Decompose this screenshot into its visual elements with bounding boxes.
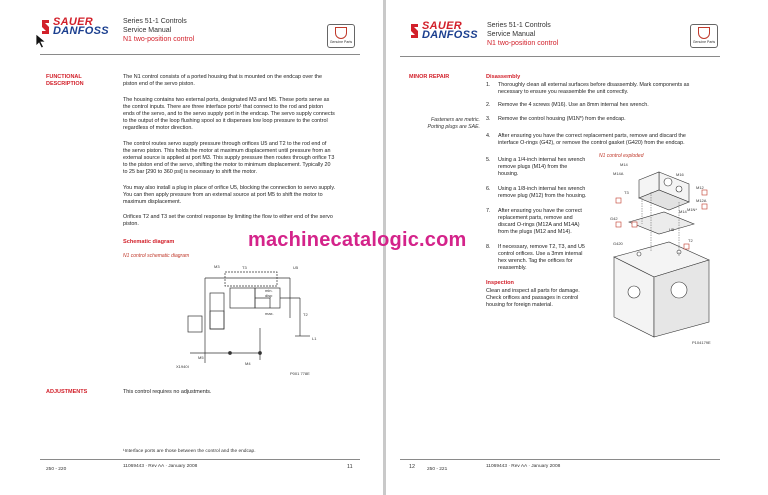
label-m3: M3 bbox=[214, 264, 220, 269]
disassembly-heading: Disassembly bbox=[486, 74, 521, 80]
adjustments-text: This control requires no adjustments. bbox=[123, 389, 212, 395]
label-u5: U5 bbox=[293, 265, 299, 270]
label-g42: G42 bbox=[610, 216, 618, 221]
label-t3: T3 bbox=[624, 190, 629, 195]
page-number: 12 bbox=[409, 464, 415, 470]
genuine-parts-badge: Genuine Parts bbox=[690, 24, 718, 48]
label-t2: T2 bbox=[688, 238, 693, 243]
label-m16: M16 bbox=[676, 172, 684, 177]
label-min: min. bbox=[265, 288, 273, 293]
label-g420: G420 bbox=[613, 241, 623, 246]
schematic-heading: Schematic diagram bbox=[123, 239, 175, 245]
para-plug: You may also install a plug in place of orifice U5, blocking the connection to servo supply. You can then apply pressure from an external source at port M5 to shift the motor to maximum displacement. bbox=[123, 185, 336, 206]
sauer-danfoss-logo: SAUER DANFOSS bbox=[53, 18, 109, 36]
label-u5: U5 bbox=[669, 227, 675, 232]
footer-left: 250 - 221 bbox=[427, 467, 448, 472]
schematic-caption: N1 control schematic diagram bbox=[123, 253, 190, 259]
shield-icon bbox=[335, 27, 347, 39]
para-routing: The control routes servo supply pressure through orifices U5 and T2 to the rod end of the servo piston. This holds the motor at maximum displacement until pressure from an external source is applied at port M3. This supply pressure then routes through orifice T3 to the piston end of the servo, shifting the motor to minimum displacement. Typically 20 to 25 bar [290 to 360 psi] is necessary to shift the motor. bbox=[123, 141, 335, 176]
inspection-text: Clean and inspect all parts for damage. Check orifices and passages in control housing for foreign material. bbox=[486, 288, 580, 309]
fasteners-note: Fasteners are metric. Porting plugs are SAE. bbox=[427, 117, 480, 130]
label-code: P104179E bbox=[692, 340, 711, 345]
section-adjustments: ADJUSTMENTS bbox=[46, 389, 88, 395]
watermark-text: machinecatalogic.com bbox=[248, 229, 467, 251]
header-rule bbox=[40, 54, 360, 55]
genuine-parts-badge: Genuine Parts bbox=[327, 24, 355, 48]
label-m5: M5 bbox=[198, 355, 204, 360]
section-minor-repair: MINOR REPAIR bbox=[409, 74, 450, 80]
label-m4: M4 bbox=[245, 361, 251, 366]
footer-document-id: 11069443 · Rev AA · January 2008 bbox=[486, 464, 561, 469]
sauer-danfoss-logo: SAUER DANFOSS bbox=[422, 22, 478, 40]
schematic-diagram bbox=[170, 258, 330, 376]
label-m12a: M12A bbox=[696, 198, 707, 203]
label-m14-b: M14 bbox=[679, 209, 687, 214]
footnote: ¹Interface ports are those between the control and the endcap. bbox=[123, 449, 256, 454]
label-m14: M14 bbox=[620, 162, 628, 167]
label-m12: M12 bbox=[696, 185, 704, 190]
label-m1n: M1N* bbox=[687, 207, 698, 212]
page-header: Series 51-1 Controls Service Manual N1 two-position control bbox=[487, 22, 559, 47]
label-l1: L1 bbox=[312, 336, 317, 341]
label-t3: T3 bbox=[242, 265, 247, 270]
label-m14a: M14A bbox=[613, 171, 624, 176]
footer-rule bbox=[40, 459, 360, 460]
mouse-cursor-icon bbox=[35, 33, 47, 49]
label-disp: disp bbox=[265, 293, 273, 298]
para-ports: The housing contains two external ports, designated M3 and M5. These ports serve as the control inputs. There are three interface ports¹ that connect to the rod and piston ends of the servo, and to the servo supply port in the endcap. The servo supply connects to the output of the loop flushing spool so it dispenses low loop pressure to the control regardless of motor direction. bbox=[123, 97, 335, 132]
para-orifices: Orifices T2 and T3 set the control response by limiting the flow to either end of the servo piston. bbox=[123, 214, 333, 228]
footer-document-id: 11069443 · Rev AA · January 2008 bbox=[123, 464, 198, 469]
inspection-heading: Inspection bbox=[486, 280, 514, 286]
label-t2: T2 bbox=[303, 312, 308, 317]
label-max: max. bbox=[265, 311, 274, 316]
page-number: 11 bbox=[347, 464, 353, 470]
section-functional-description: FUNCTIONAL DESCRIPTION bbox=[46, 74, 84, 87]
label-code: P001 778E bbox=[290, 371, 310, 376]
shield-icon bbox=[698, 27, 710, 39]
page-header: Series 51-1 Controls Service Manual N1 two-position control bbox=[123, 18, 195, 43]
para-intro: The N1 control consists of a ported housing that is mounted on the endcap over the piston end of the servo piston. bbox=[123, 74, 322, 88]
right-page: SAUER DANFOSS Series 51-1 Controls Service Manual N1 two-position control Genuine Parts MINOR REPAIR Fasteners are metric. Porting plugs are SAE. Disassembly 1. Thoroughly clean all external surfaces before disassembly. Mark components as necessary to ensure you reassemble the unit correctly. 2. Remove the 4 screws (M16). Use an 8mm internal hex wrench. 3. Remove the control housing (M1N*) from the endcap. 4. After ensuring you have the correct replacement parts, remove and discard the interface O-rings (G42), or remove the control gasket (G420) from the endcap. 5. Using a 1/4-inch internal hex wrench remove plugs (M14) from the housing. 6. Using a 1/8-inch internal hex wrench remove plug (M12) from the housing. 7. After ensuring you have the correct replacement parts, remove and discard O-rings (M12A and M14A) from the plugs (M12 and M14). 8. If necessary, remove T2, T3, and U5 control orifices. Use a 3mm internal hex wrench. Tag the orifices for reassembly. N1 control exploded M14A M14 M16 M12 M12A M1N* T3 G42 G420 U5 T2 M14 P104179E Inspection Clean and inspect all parts for damage. Check orifices and passages in control housing for foreign material. 12 250 - 221 11069443 · Rev AA · January 2008 bbox=[386, 0, 768, 495]
exploded-caption: N1 control exploded bbox=[599, 153, 644, 159]
logo-mark-icon bbox=[409, 23, 420, 39]
label-figure-id: X1940I bbox=[176, 364, 189, 369]
footer-rule bbox=[400, 459, 720, 460]
exploded-view-diagram bbox=[584, 162, 719, 352]
footer-left: 250 - 220 bbox=[46, 467, 67, 472]
header-rule bbox=[400, 56, 720, 57]
